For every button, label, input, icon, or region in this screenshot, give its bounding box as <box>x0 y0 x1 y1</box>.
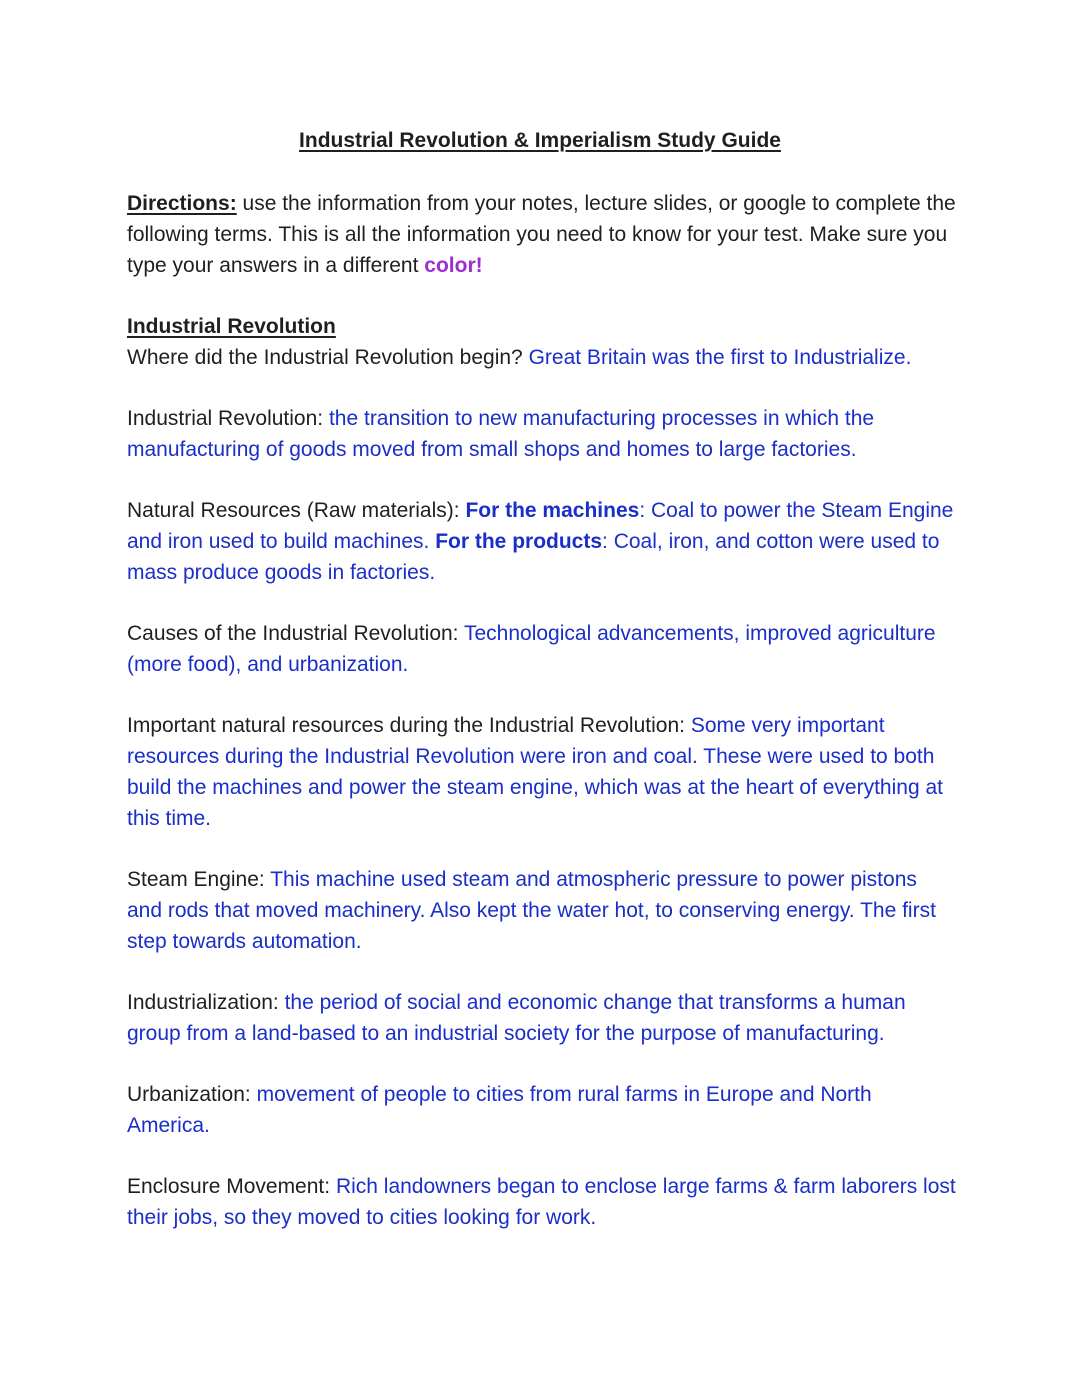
directions-accent-word: color! <box>424 254 483 277</box>
term-answer: Technological advancements, improved agriculture (more food), and urbanization. <box>127 622 936 676</box>
term-answer-bold-machines: For the machines <box>465 499 640 522</box>
term-label: Industrialization: <box>127 991 285 1014</box>
answer-begin: Great Britain was the first to Industrialize. <box>528 346 912 369</box>
directions-paragraph <box>127 188 957 281</box>
term-causes <box>127 618 957 680</box>
term-label: Important natural resources during the Industrial Revolution: <box>127 714 691 737</box>
term-label: Steam Engine: <box>127 868 271 891</box>
term-answer-bold-products: For the products <box>435 530 603 553</box>
term-answer: This machine used steam and atmospheric pressure to power pistons and rods that moved machinery. Also kept the water hot, to conserving energy. The first step towards automation. <box>127 868 936 953</box>
term-label: Urbanization: <box>127 1083 257 1106</box>
term-industrialization <box>127 987 957 1049</box>
term-answer-machines: : Coal to power the Steam Engine and iron used to build machines. <box>127 499 954 553</box>
term-answer-products: : Coal, iron, and cotton were used to mass produce goods in factories. <box>127 530 940 584</box>
term-enclosure-movement <box>127 1171 957 1233</box>
term-answer: the transition to new manufacturing processes in which the manufacturing of goods moved from small shops and homes to large factories. <box>127 407 875 461</box>
term-natural-resources <box>127 495 957 588</box>
term-answer: Some very important resources during the Industrial Revolution were iron and coal. These were used to both build the machines and power the steam engine, which was at the heart of everything at this time. <box>127 714 943 830</box>
term-label: Natural Resources (Raw materials): <box>127 499 466 522</box>
term-answer: movement of people to cities from rural farms in Europe and North America. <box>127 1083 872 1137</box>
term-label: Industrial Revolution: <box>127 407 329 430</box>
section-block-industrial-revolution <box>127 311 957 373</box>
question-begin: Where did the Industrial Revolution begin? <box>127 346 529 369</box>
term-important-resources <box>127 710 957 834</box>
term-urbanization <box>127 1079 957 1141</box>
document-title: Industrial Revolution & Imperialism Study Guide <box>299 129 781 152</box>
directions-label: Directions: <box>127 192 237 215</box>
directions-text: use the information from your notes, lecture slides, or google to complete the following terms. This is all the information you need to know for your test. Make sure you type your answers in a different <box>127 192 956 277</box>
term-answer: Rich landowners began to enclose large farms & farm laborers lost their jobs, so they moved to cities looking for work. <box>127 1175 956 1229</box>
term-answer: the period of social and economic change that transforms a human group from a land-based to an industrial society for the purpose of manufacturing. <box>127 991 906 1045</box>
term-label: Causes of the Industrial Revolution: <box>127 622 464 645</box>
term-industrial-revolution <box>127 403 957 465</box>
term-label: Enclosure Movement: <box>127 1175 336 1198</box>
section-heading: Industrial Revolution <box>127 315 336 338</box>
term-steam-engine <box>127 864 957 957</box>
